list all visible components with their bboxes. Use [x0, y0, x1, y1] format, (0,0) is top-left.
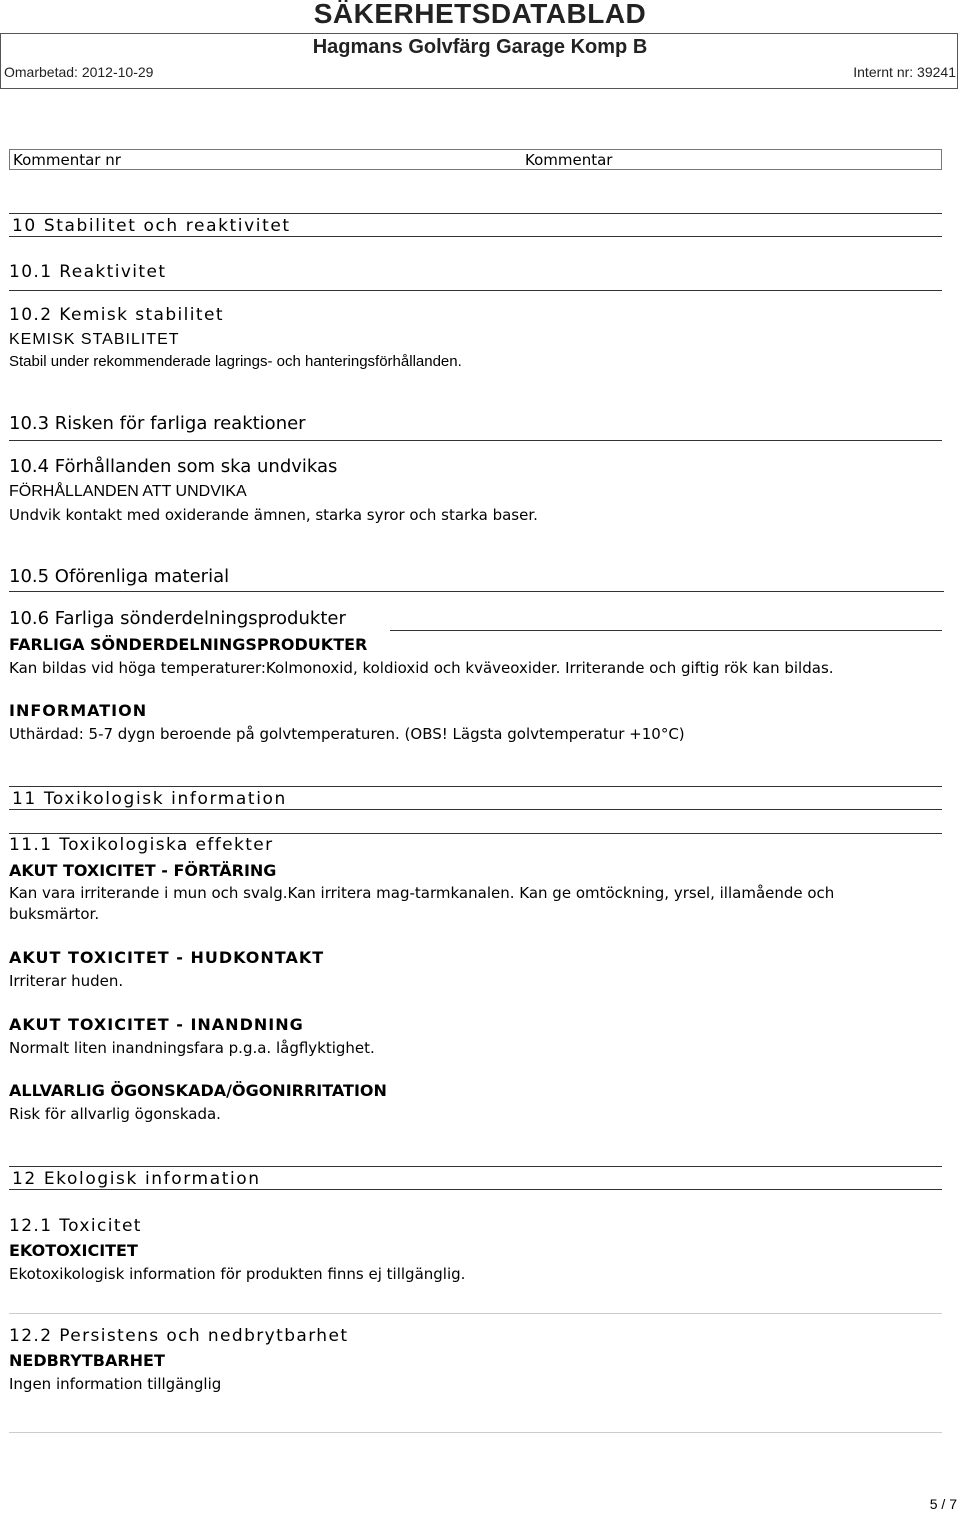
section-11-title: 11 Toxikologisk information — [12, 789, 287, 809]
subsection-10-5-title: 10.5 Oförenliga material — [9, 566, 230, 587]
heading-information: INFORMATION — [9, 701, 148, 720]
heading-farliga-produkter: FARLIGA SÖNDERDELNINGSPRODUKTER — [9, 635, 368, 654]
heading-forstaring: AKUT TOXICITET - FÖRTÄRING — [9, 861, 277, 880]
comment-table-header — [9, 149, 942, 170]
subsection-12-2-title: 12.2 Persistens och nedbrytbarhet — [9, 1326, 349, 1346]
heading-ogonskada: ALLVARLIG ÖGONSKADA/ÖGONIRRITATION — [9, 1081, 387, 1100]
heading-hudkontakt: AKUT TOXICITET - HUDKONTAKT — [9, 948, 325, 967]
footer-divider — [9, 1432, 942, 1433]
document-title: SÄKERHETSDATABLAD — [313, 0, 647, 29]
page-number: 5 / 7 — [929, 1496, 957, 1512]
revised-date: Omarbetad: 2012-10-29 — [4, 64, 154, 80]
subsection-12-1-title: 12.1 Toxicitet — [9, 1216, 142, 1236]
text-kemisk-stabilitet: Stabil under rekommenderade lagrings- och hanteringsförhållanden. — [9, 353, 462, 370]
subsection-11-1-title: 11.1 Toxikologiska effekter — [9, 835, 274, 855]
divider — [9, 440, 942, 441]
text-ogonskada: Risk för allvarlig ögonskada. — [9, 1105, 221, 1123]
text-information: Uthärdad: 5-7 dygn beroende på golvtemperaturen. (OBS! Lägsta golvtemperatur +10°C) — [9, 725, 685, 743]
column-comment-nr: Kommentar nr — [13, 151, 121, 169]
text-forhallanden: Undvik kontakt med oxiderande ämnen, starka syror och starka baser. — [9, 506, 538, 524]
subsection-10-6-title: 10.6 Farliga sönderdelningsprodukter — [9, 608, 346, 629]
text-forstaring-2: buksmärtor. — [9, 905, 100, 923]
subsection-10-1-title: 10.1 Reaktivitet — [9, 262, 167, 282]
section-10-heading — [9, 213, 942, 237]
text-farliga-produkter: Kan bildas vid höga temperaturer:Kolmonoxid, koldioxid och kväveoxider. Irriterande och giftig rök kan bildas. — [9, 659, 834, 677]
text-ekotoxicitet: Ekotoxikologisk information för produkten finns ej tillgänglig. — [9, 1265, 466, 1283]
text-forstaring-1: Kan vara irriterande i mun och svalg.Kan irritera mag-tarmkanalen. Kan ge omtöckning, yrsel, illamående och — [9, 884, 835, 902]
subsection-10-3-title: 10.3 Risken för farliga reaktioner — [9, 413, 306, 434]
heading-inandning: AKUT TOXICITET - INANDNING — [9, 1015, 304, 1034]
internal-number: Internt nr: 39241 — [853, 64, 956, 80]
heading-nedbrytbarhet: NEDBRYTBARHET — [9, 1351, 165, 1370]
section-10-title: 10 Stabilitet och reaktivitet — [12, 216, 291, 236]
divider — [9, 591, 944, 592]
subsection-10-2-title: 10.2 Kemisk stabilitet — [9, 305, 224, 325]
section-11-heading — [9, 786, 942, 810]
divider — [9, 833, 942, 834]
column-comment: Kommentar — [525, 151, 613, 169]
subsection-10-4-title: 10.4 Förhållanden som ska undvikas — [9, 456, 338, 477]
heading-forhallanden: FÖRHÅLLANDEN ATT UNDVIKA — [9, 483, 247, 500]
divider — [9, 1313, 942, 1314]
heading-kemisk-stabilitet: KEMISK STABILITET — [9, 331, 180, 348]
divider — [9, 290, 942, 291]
section-12-heading — [9, 1166, 942, 1190]
heading-ekotoxicitet: EKOTOXICITET — [9, 1241, 138, 1260]
text-nedbrytbarhet: Ingen information tillgänglig — [9, 1375, 222, 1393]
text-hudkontakt: Irriterar huden. — [9, 972, 124, 990]
product-name: Hagmans Golvfärg Garage Komp B — [312, 36, 648, 58]
section-12-title: 12 Ekologisk information — [12, 1169, 261, 1189]
text-inandning: Normalt liten inandningsfara p.g.a. lågflyktighet. — [9, 1039, 375, 1057]
divider — [390, 630, 942, 631]
